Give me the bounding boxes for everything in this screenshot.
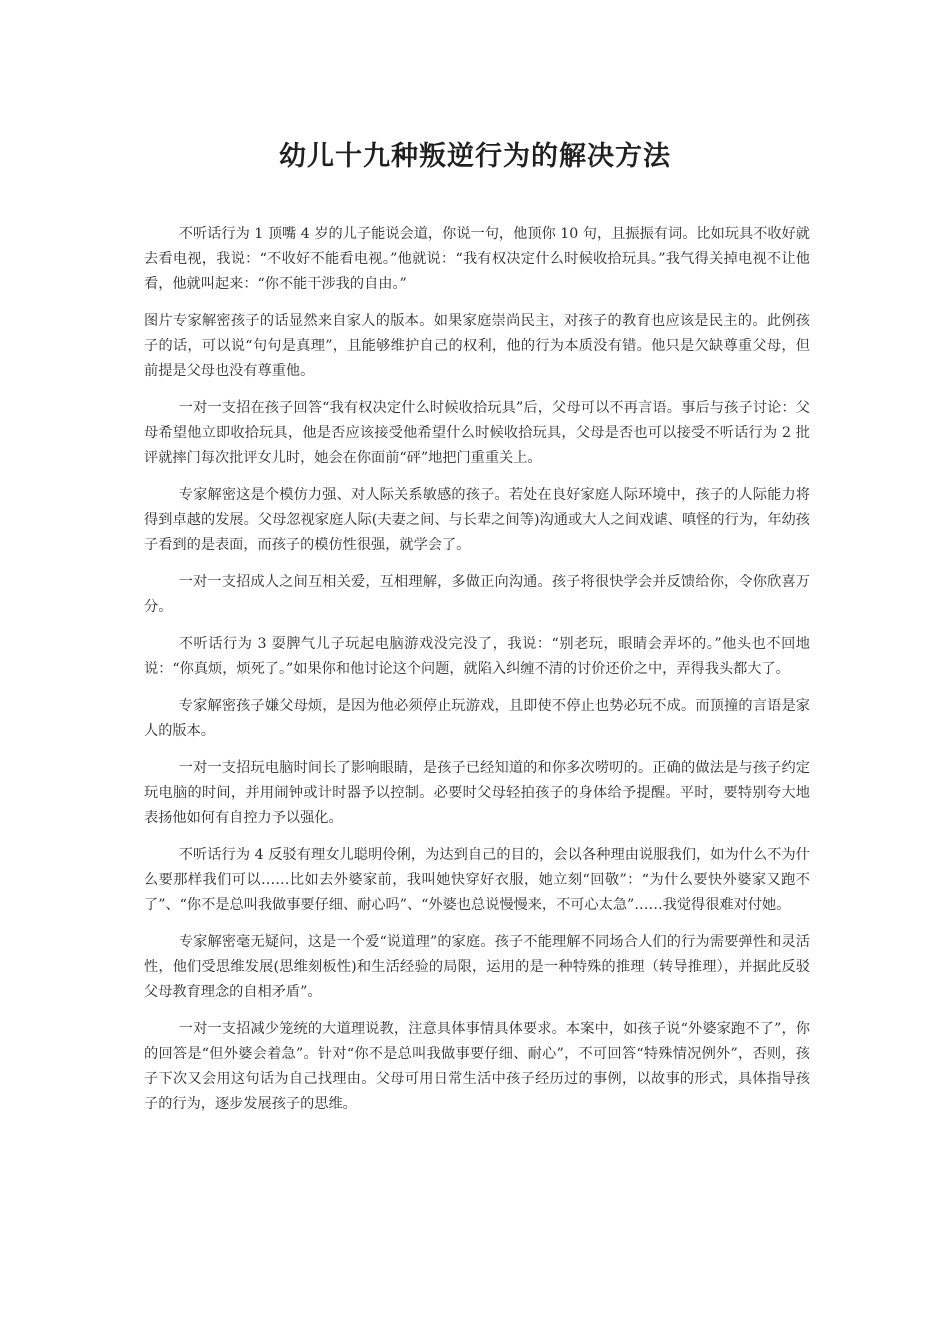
paragraph: 专家解密这是个模仿力强、对人际关系敏感的孩子。若处在良好家庭人际环境中，孩子的人际能力将得到卓越的发展。父母忽视家庭人际(夫妻之间、与长辈之间等)沟通或大人之间戏谑、嗔怪的行为，年幼孩子看到的是表面，而孩子的模仿性很强，就学会了。	[144, 487, 810, 553]
paragraph: 一对一支招玩电脑时间长了影响眼睛，是孩子已经知道的和你多次唠叨的。正确的做法是与孩子约定玩电脑的时间，并用闹钟或计时器予以控制。必要时父母轻拍孩子的身体给予提醒。平时，要特别夸大地表扬他如何有自控力予以强化。	[144, 760, 810, 826]
document-body	[144, 222, 810, 1129]
paragraph: 不听话行为 3 耍脾气儿子玩起电脑游戏没完没了，我说：“别老玩，眼睛会弄坏的。”他头也不回地说：“你真烦，烦死了。”如果你和他讨论这个问题，就陷入纠缠不清的讨价还价之中，弄得我头都大了。	[144, 636, 810, 677]
paragraph: 不听话行为 1 顶嘴 4 岁的儿子能说会道，你说一句，他顶你 10 句，且振振有词。比如玩具不收好就去看电视，我说：“不收好不能看电视。”他就说：“我有权决定什么时候收拾玩具。”我气得关掉电视不让他看，他就叫起来：“你不能干涉我的自由。”	[144, 226, 810, 292]
paragraph: 一对一支招减少笼统的大道理说教，注意具体事情具体要求。本案中，如孩子说“外婆家跑不了”，你的回答是“但外婆会着急”。针对“你不是总叫我做事要仔细、耐心”，不可回答“特殊情况例外”，否则，孩子下次又会用这句话为自己找理由。父母可用日常生活中孩子经历过的事例，以故事的形式，具体指导孩子的行为，逐步发展孩子的思维。	[144, 1021, 810, 1112]
paragraph: 不听话行为 4 反驳有理女儿聪明伶俐，为达到自己的目的，会以各种理由说服我们，如为什么不为什么要那样我们可以……比如去外婆家前，我叫她快穿好衣服，她立刻“回敬”：“为什么要快外婆家又跑不了”、“你不是总叫我做事要仔细、耐心吗”、“外婆也总说慢慢来，不可心太急”……我觉得很难对付她。	[144, 847, 810, 913]
paragraph: 一对一支招在孩子回答“我有权决定什么时候收拾玩具”后，父母可以不再言语。事后与孩子讨论：父母希望他立即收拾玩具，他是否应该接受他希望什么时候收拾玩具，父母是否也可以接受不听话行为 2 批评就摔门每次批评女儿时，她会在你面前“砰”地把门重重关上。	[144, 400, 810, 466]
document-title: 幼儿十九种叛逆行为的解决方法	[279, 141, 671, 172]
paragraph: 图片专家解密孩子的话显然来自家人的版本。如果家庭崇尚民主，对孩子的教育也应该是民主的。此例孩子的话，可以说“句句是真理”，且能够维护自己的权利，他的行为本质没有错。他只是欠缺尊重父母，但前提是父母也没有尊重他。	[144, 313, 810, 379]
paragraph: 专家解密毫无疑问，这是一个爱“说道理”的家庭。孩子不能理解不同场合人们的行为需要弹性和灵活性，他们受思维发展(思维刻板性)和生活经验的局限，运用的是一种特殊的推理（转导推理），并据此反驳父母教育理念的自相矛盾”。	[144, 934, 810, 1000]
paragraph: 一对一支招成人之间互相关爱，互相理解，多做正向沟通。孩子将很快学会并反馈给你，令你欣喜万分。	[144, 574, 810, 615]
paragraph: 专家解密孩子嫌父母烦，是因为他必须停止玩游戏，且即使不停止也势必玩不成。而顶撞的言语是家人的版本。	[144, 698, 810, 739]
